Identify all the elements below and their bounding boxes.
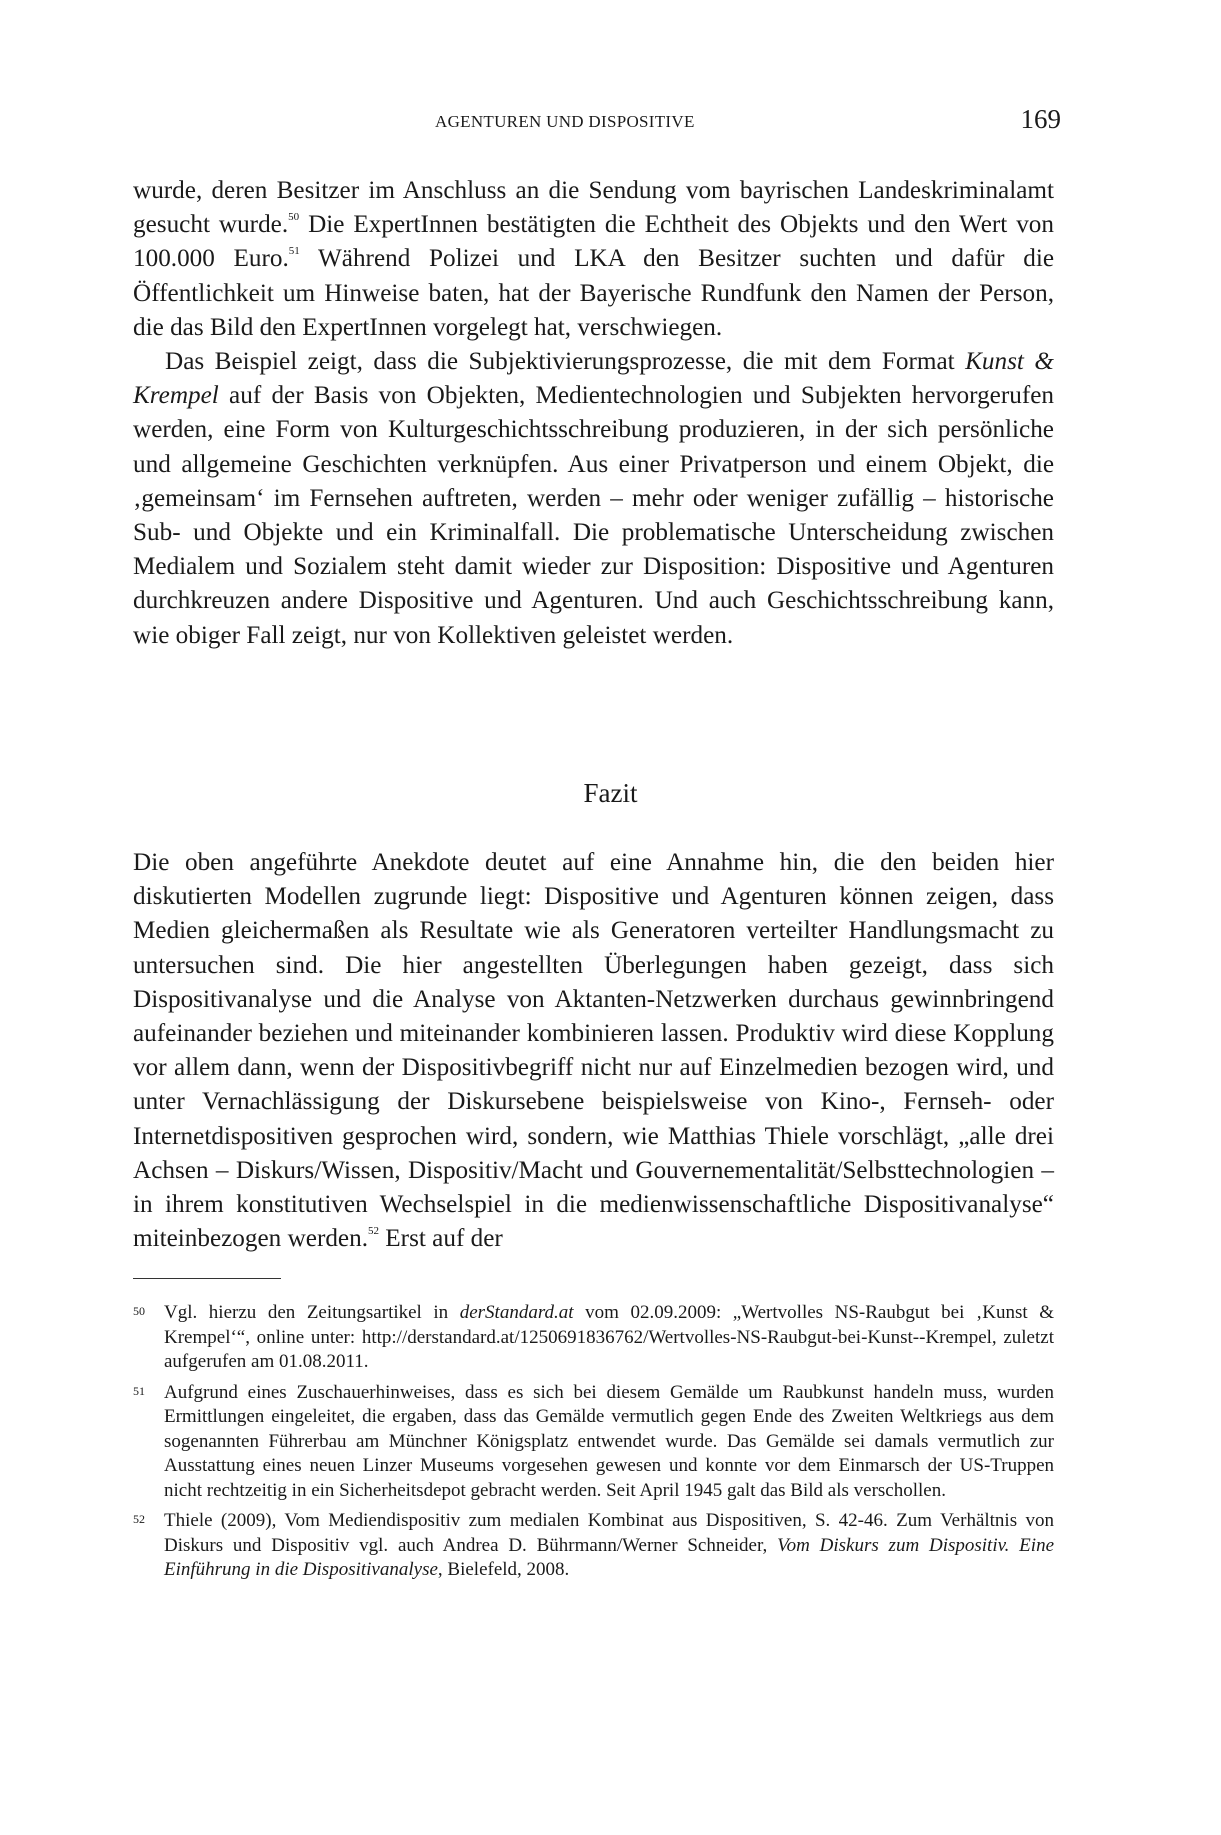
footnote-50 [133, 1301, 1054, 1375]
intro-p1b-text: Die ExpertInnen bestätigten die Echtheit des Objekts und den Wert von 100.000 Euro. [133, 211, 1054, 273]
section-heading-fazit: Fazit [583, 778, 638, 808]
fazit-p1-end: Erst auf der [379, 1225, 503, 1253]
intro-paragraph-1 [133, 174, 1054, 345]
intro-p2-rest: auf der Basis von Objekten, Medientechnologien und Subjekten hervorgerufen werden, eine Form von Kulturgeschichtsschreibung produzieren, in der sich persönliche und allgemeine Geschichten verknüpfen. Aus einer Privatperson und einem Objekt, die ‚gemeinsam‘ im Fernsehen auftreten, werden – mehr oder weniger zufällig – historische Sub- und Objekte und ein Kriminalfall. Die problematische Unterscheidung zwischen Medialem und Sozialem steht damit wieder zur Disposition: Dispositive und Agenturen durchkreuzen andere Dispositive und Agenturen. Und auch Geschichtsschreibung kann, wie obiger Fall zeigt, nur von Kollektiven geleistet werden. [133, 382, 1054, 649]
page-number: 169 [1020, 104, 1061, 134]
footnote-text: , Bielefeld, 2008. [437, 1559, 570, 1580]
running-title: AGENTUREN UND DISPOSITIVE [435, 112, 695, 131]
footnote-text: Thiele (2009), Vom Mediendispositiv zum medialen Kombinat aus Dispositiven, S. 42-46. Zum Verhältnis von Diskurs und Dispositiv vgl. auch Andrea D. Bührmann/Werner Schneider, [164, 1510, 1054, 1556]
footnote-ref-51[interactable]: 51 [288, 245, 300, 258]
intro-p1-text: wurde, deren Besitzer im Anschluss an die Sendung vom bayrischen Landeskriminalamt gesucht wurde. [133, 177, 1054, 239]
footnote-text: Aufgrund eines Zuschauerhinweises, dass es sich bei diesem Gemälde um Raubkunst handeln muss, wurden Ermittlungen eingeleitet, die ergaben, dass das Gemälde vermutlich gegen Ende des Zweiten Weltkriegs aus dem sogenannten Führerbau am Münchner Königsplatz entwendet wurde. Das Gemälde sei damals vermutlich zur Ausstattung eines neuen Linzer Museums vorgesehen gewesen und konnte vor dem Einmarsch der US-Truppen nicht rechtzeitig in ein Sicherheitsdepot gebracht werden. Seit April 1945 galt das Bild als verschollen. [164, 1381, 1054, 1501]
footnote-ref-52[interactable]: 52 [368, 1225, 379, 1238]
footnote-text: Vgl. hierzu den Zeitungsartikel in [164, 1302, 460, 1323]
show-title: Kunst & Krempel [133, 348, 1054, 410]
intro-p2-start: Das Beispiel zeigt, dass die Subjektivierungsprozesse, die mit dem Format [165, 348, 966, 376]
intro-paragraph-2 [133, 345, 1054, 653]
footnote-number: 52 [133, 1512, 145, 1526]
intro-section [133, 174, 1054, 653]
fazit-p1-text: Die oben angeführte Anekdote deutet auf eine Annahme hin, die den beiden hier diskutierten Modellen zugrunde liegt: Dispositive und Agenturen können zeigen, dass Medien gleichermaßen als Resultate wie als Generatoren verteilter Handlungsmacht zu untersuchen sind. Die hier angestellten Überlegungen haben gezeigt, dass sich Dispositivanalyse und die Analyse von Aktanten-Netzwerken durchaus gewinnbringend aufeinander beziehen und miteinander kombinieren lassen. Produktiv wird diese Kopplung vor allem dann, wenn der Dispositivbegriff nicht nur auf Einzelmedien bezogen wird, und unter Vernachlässigung der Diskursebene beispielsweise von Kino-, Fernseh- oder Internetdispositiven gesprochen wird, sondern, wie Matthias Thiele vorschlägt, „alle drei Achsen – Diskurs/Wissen, Dispositiv/Macht und Gouvernementalität/Selbsttechnologien – in ihrem konstitutiven Wechselspiel in die medienwissenschaftliche Dispositivanalyse“ miteinbezogen werden. [133, 849, 1054, 1253]
footnotes [133, 1301, 1054, 1589]
footnote-51 [133, 1381, 1054, 1504]
footnote-source-title: Vom Diskurs zum Dispositiv. Eine Einführung in die Dispositivanalyse [164, 1534, 1054, 1580]
footnote-52 [133, 1509, 1054, 1583]
footnote-ref-50[interactable]: 50 [288, 211, 300, 224]
fazit-paragraph-1 [133, 846, 1054, 1256]
footnote-number: 50 [133, 1304, 145, 1318]
intro-p1c-text: Während Polizei und LKA den Besitzer suchten und dafür die Öffentlichkeit um Hinweise baten, hat der Bayerische Rundfunk den Namen der Person, die das Bild den ExpertInnen vorgelegt hat, verschwiegen. [133, 245, 1054, 341]
footnote-source-title: derStandard.at [459, 1302, 574, 1323]
footnote-number: 51 [133, 1383, 145, 1398]
fazit-section [133, 846, 1054, 1256]
footnote-text: vom 02.09.2009: „Wertvolles NS-Raubgut bei ‚Kunst & Krempel‘“, online unter: http://derstandard.at/1250691836762/Wertvolles-NS-Raubgut-bei-Kunst--Krempel, zuletzt aufgerufen am 01.08.2011. [164, 1302, 1054, 1372]
footnote-divider [133, 1278, 281, 1279]
